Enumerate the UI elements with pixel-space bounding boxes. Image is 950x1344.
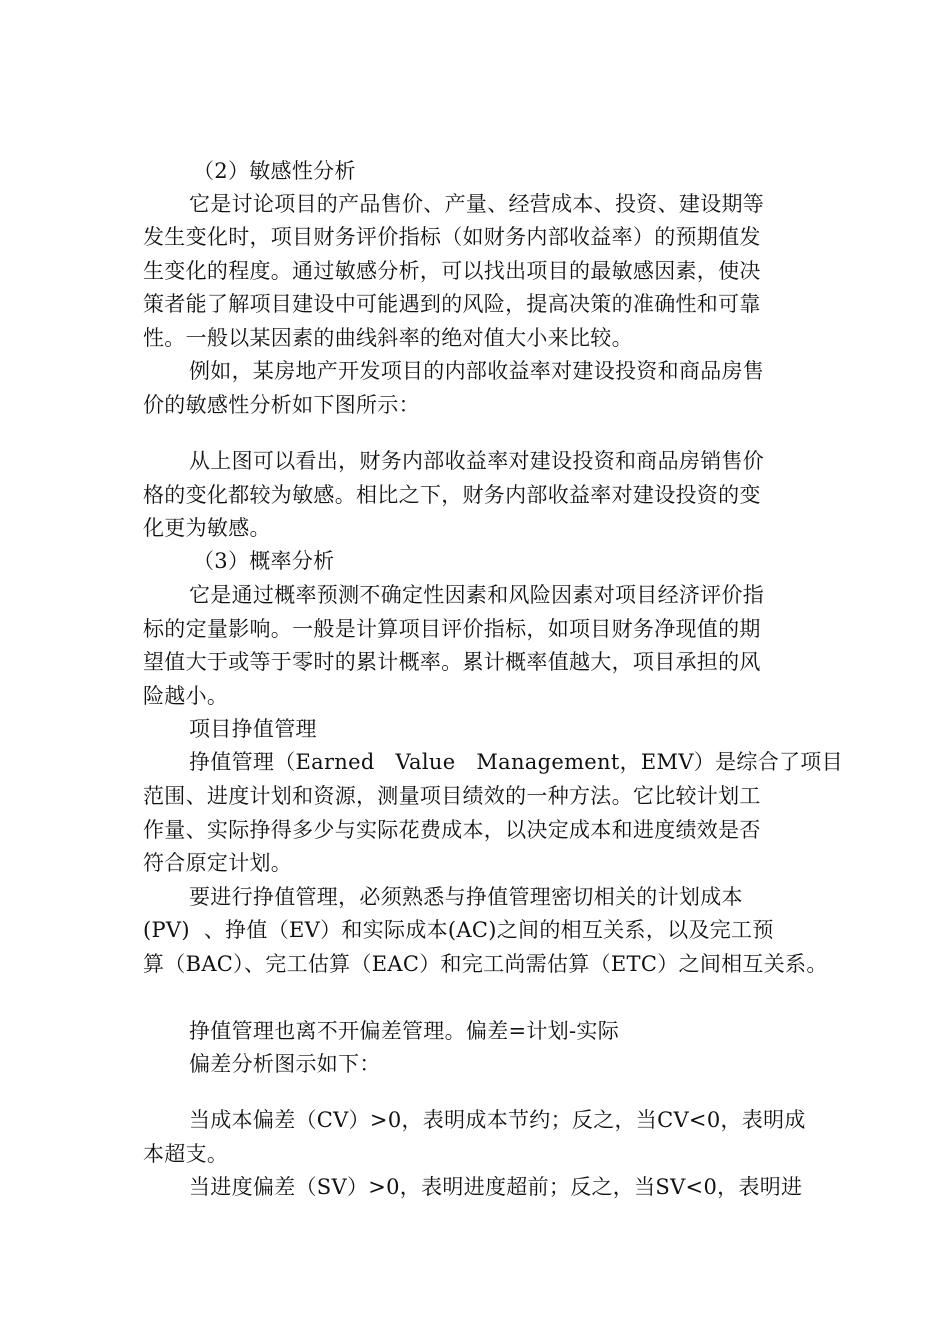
paragraph-line: 范围、进度计划和资源，测量项目绩效的一种方法。它比较计划工 [143, 784, 761, 808]
paragraph-line: 例如，某房地产开发项目的内部收益率对建设投资和商品房售 [189, 359, 765, 383]
paragraph-line: 本超支。 [143, 1142, 229, 1166]
paragraph-line: 算（BAC）、完工估算（EAC）和完工尚需估算（ETC）之间相互关系。 [143, 952, 828, 976]
paragraph-line: 当进度偏差（SV）>0，表明进度超前；反之，当SV<0，表明进 [189, 1175, 803, 1199]
paragraph-line: 当成本偏差（CV）>0，表明成本节约；反之，当CV<0，表明成 [189, 1108, 806, 1132]
paragraph-line: 偏差分析图示如下： [189, 1052, 381, 1076]
paragraph-line: 标的定量影响。一般是计算项目评价指标，如项目财务净现值的期 [143, 617, 761, 641]
paragraph-line: 化更为敏感。 [143, 516, 271, 540]
paragraph-line: 它是通过概率预测不确定性因素和风险因素对项目经济评价指 [189, 583, 765, 607]
paragraph-line: 发生变化时，项目财务评价指标（如财务内部收益率）的预期值发 [143, 225, 761, 249]
paragraph-line: 挣值管理也离不开偏差管理。偏差=计划-实际 [189, 1019, 619, 1043]
paragraph-line: 从上图可以看出，财务内部收益率对建设投资和商品房销售价 [189, 449, 765, 473]
paragraph-line: 作量、实际挣得多少与实际花费成本，以决定成本和进度绩效是否 [143, 818, 761, 842]
paragraph-line: 它是讨论项目的产品售价、产量、经营成本、投资、建设期等 [189, 192, 765, 216]
paragraph-line: 望值大于或等于零时的累计概率。累计概率值越大，项目承担的风 [143, 650, 761, 674]
paragraph-line: (PV) 、挣值（EV）和实际成本(AC)之间的相互关系，以及完工预 [143, 918, 774, 942]
paragraph-line: 符合原定计划。 [143, 851, 293, 875]
paragraph-line: 价的敏感性分析如下图所示： [143, 393, 420, 417]
section-heading-probability-analysis: （3）概率分析 [193, 549, 335, 573]
paragraph-line: 要进行挣值管理，必须熟悉与挣值管理密切相关的计划成本 [189, 885, 743, 909]
paragraph-line: 挣值管理（Earned Value Management，EMV）是综合了项目 [189, 750, 843, 774]
paragraph-line: 险越小。 [143, 684, 229, 708]
paragraph-line: 性。一般以某因素的曲线斜率的绝对值大小来比较。 [143, 326, 633, 350]
section-heading-earned-value: 项目挣值管理 [189, 717, 317, 741]
paragraph-line: 策者能了解项目建设中可能遇到的风险，提高决策的准确性和可靠 [143, 292, 761, 316]
paragraph-line: 生变化的程度。通过敏感分析，可以找出项目的最敏感因素，使决 [143, 259, 761, 283]
section-heading-sensitivity-analysis: （2）敏感性分析 [193, 159, 356, 183]
paragraph-line: 格的变化都较为敏感。相比之下，财务内部收益率对建设投资的变 [143, 483, 761, 507]
